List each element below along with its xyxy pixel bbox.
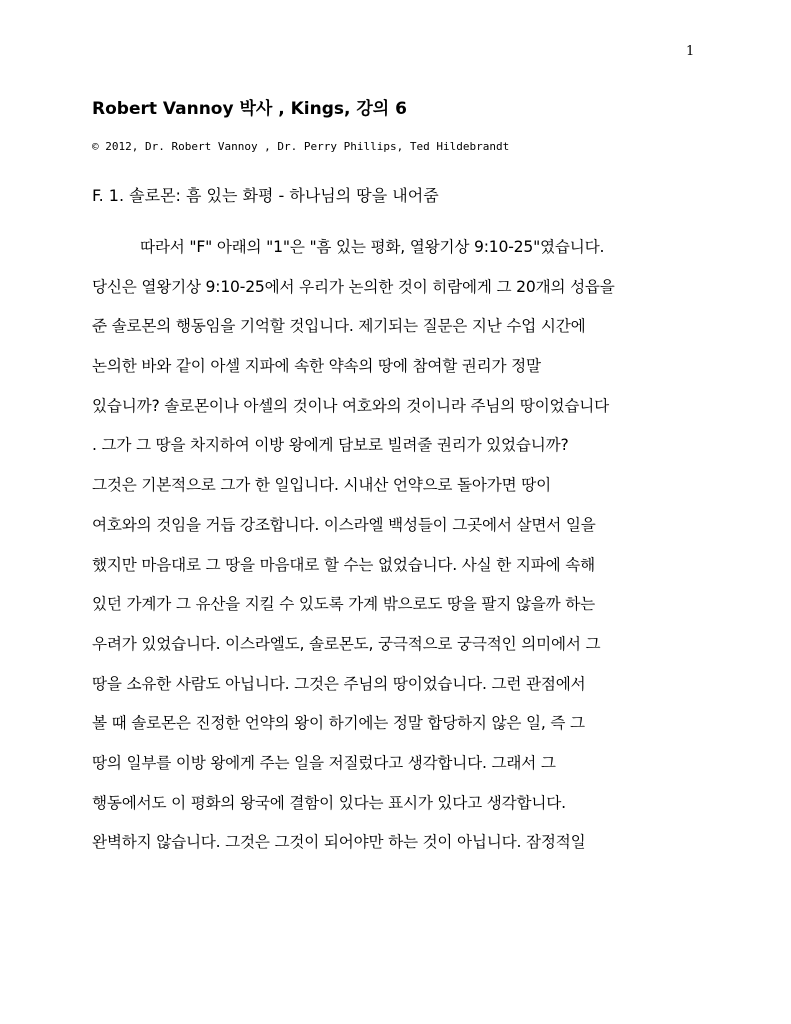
- page-number: 1: [686, 44, 695, 59]
- body-line: 있습니까? 솔로몬이나 아셀의 것이나 여호와의 것이니라 주님의 땅이었습니다: [92, 396, 610, 415]
- body-line: 따라서 "F" 아래의 "1"은 "흠 있는 평화, 열왕기상 9:10-25"였습니다.: [140, 238, 605, 256]
- body-line: 준 솔로몬의 행동임을 기억할 것입니다. 제기되는 질문은 지난 수업 시간에: [92, 317, 586, 336]
- body-line: . 그가 그 땅을 차지하여 이방 왕에게 담보로 빌려줄 권리가 있었습니까?: [92, 436, 569, 455]
- body-line: 땅의 일부를 이방 왕에게 주는 일을 저질렀다고 생각합니다. 그래서 그: [92, 753, 556, 772]
- body-line: 여호와의 것임을 거듭 강조합니다. 이스라엘 백성들이 그곳에서 살면서 일을: [92, 515, 596, 534]
- body-line: 논의한 바와 같이 아셀 지파에 속한 약속의 땅에 참여할 권리가 정말: [92, 357, 541, 376]
- body-line: 있던 가계가 그 유산을 지킬 수 있도록 가계 밖으로도 땅을 팔지 않을까 하는: [92, 595, 595, 614]
- body-line: 행동에서도 이 평화의 왕국에 결함이 있다는 표시가 있다고 생각합니다.: [92, 793, 566, 812]
- body-line: 볼 때 솔로몬은 진정한 언약의 왕이 하기에는 정말 합당하지 않은 일, 즉 그: [92, 714, 585, 733]
- copyright-line: © 2012, Dr. Robert Vannoy , Dr. Perry Phillips, Ted Hildebrandt: [92, 140, 510, 153]
- body-line: 땅을 소유한 사람도 아닙니다. 그것은 주님의 땅이었습니다. 그런 관점에서: [92, 674, 586, 693]
- body-line: 했지만 마음대로 그 땅을 마음대로 할 수는 없었습니다. 사실 한 지파에 속해: [92, 555, 595, 574]
- body-line: 그것은 기본적으로 그가 한 일입니다. 시내산 언약으로 돌아가면 땅이: [92, 476, 551, 495]
- section-heading: F. 1. 솔로몬: 흠 있는 화평 - 하나님의 땅을 내어줌: [92, 186, 439, 205]
- document-title: Robert Vannoy 박사 , Kings, 강의 6: [92, 99, 407, 119]
- body-text: [92, 236, 712, 871]
- body-line: 우려가 있었습니다. 이스라엘도, 솔로몬도, 궁극적으로 궁극적인 의미에서 그: [92, 634, 601, 653]
- body-line: 완벽하지 않습니다. 그것은 그것이 되어야만 하는 것이 아닙니다. 잠정적일: [92, 833, 586, 852]
- body-line: 당신은 열왕기상 9:10-25에서 우리가 논의한 것이 히람에게 그 20개의 성읍을: [92, 277, 615, 296]
